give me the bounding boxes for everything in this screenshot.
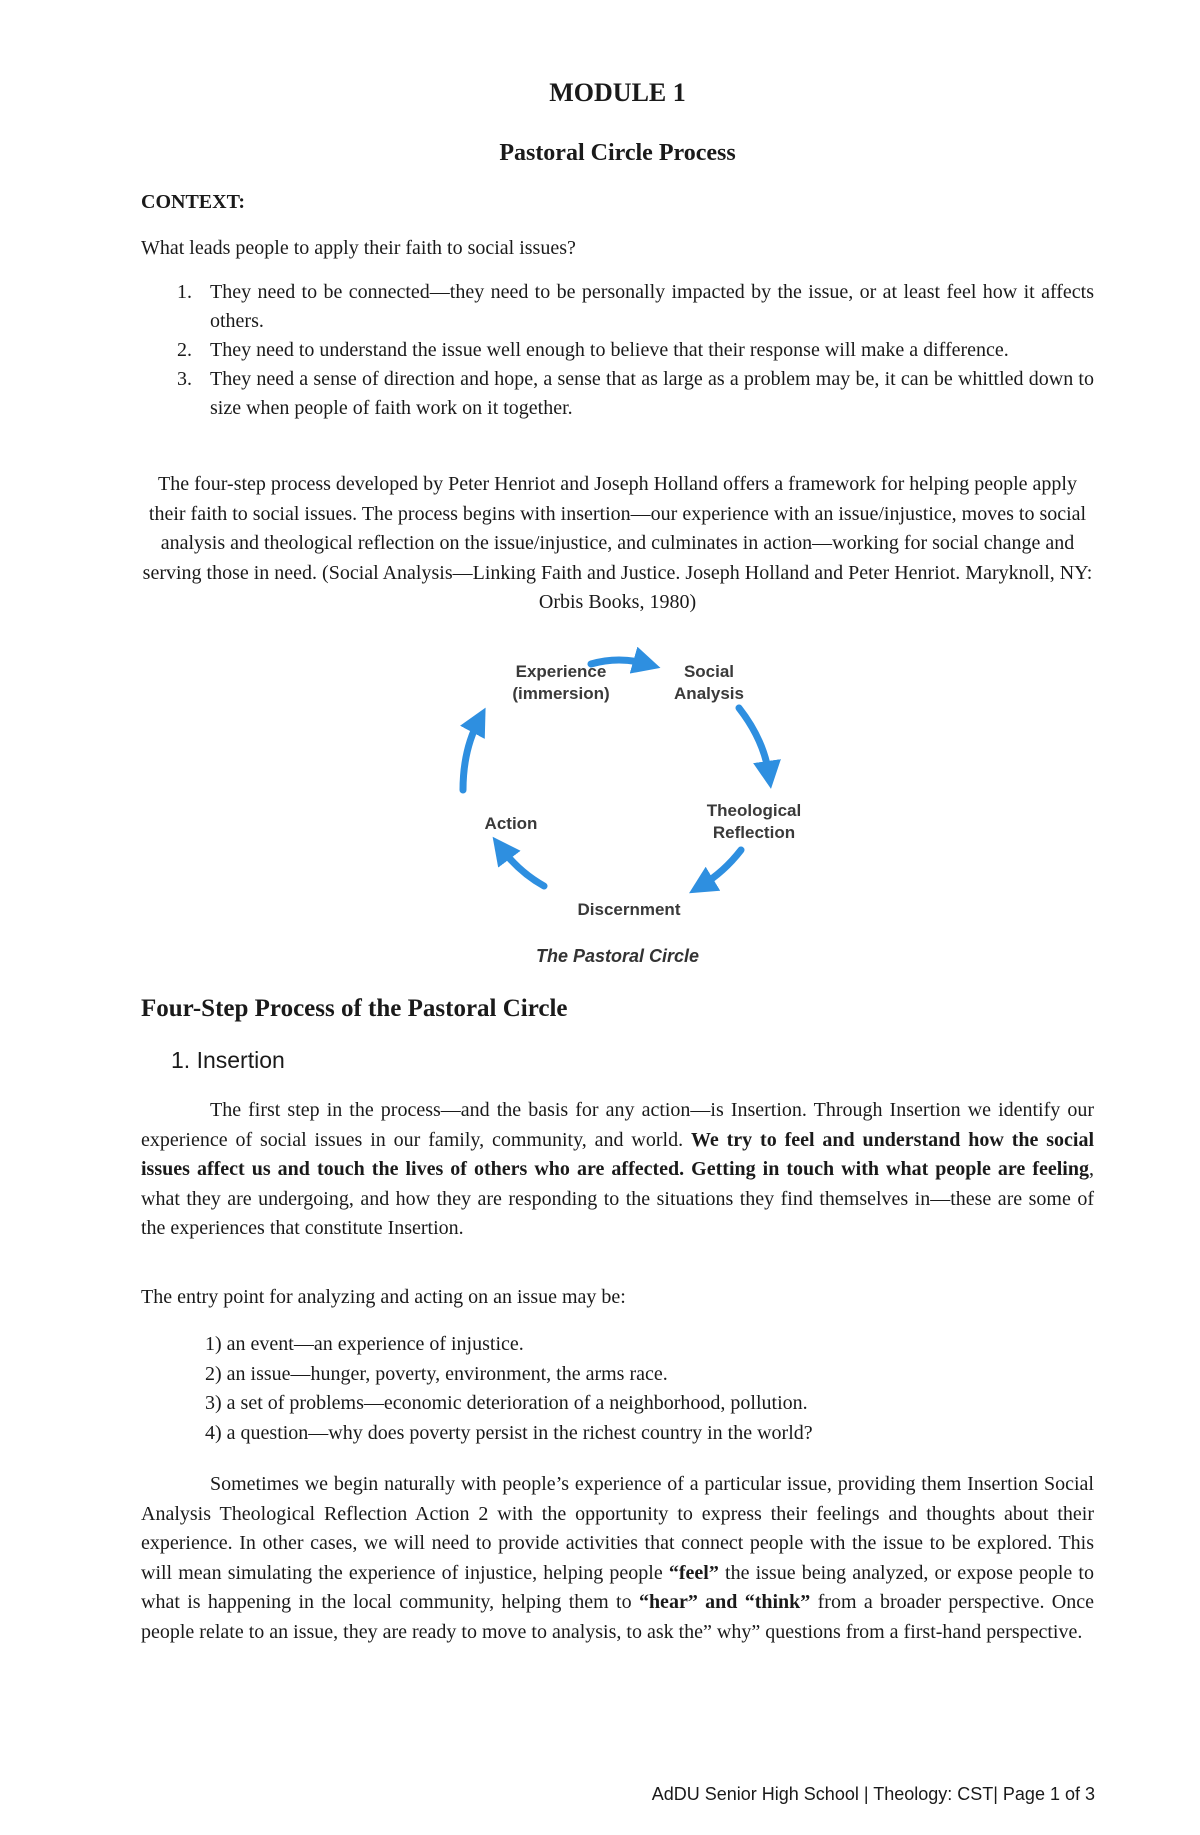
text-run: Sometimes we begin naturally with people’s experience of a particular issue, providing them Insertion Social Analysis Theological Reflection Action 2 with the opportunity to express their feelings and thoughts about their experience. In other cases, we will need to provide activities that connect people with the issue to be explored. This will mean simulating the experience of injustice, helping people: [141, 1473, 1094, 1584]
node-label: Experience: [515, 662, 607, 681]
arrow-action-to-experience: [463, 720, 479, 790]
list-item: 3) a set of problems—economic deterioration of a neighborhood, pollution.: [205, 1392, 808, 1414]
arrow-social-to-theological: [739, 708, 769, 775]
node-label: Analysis: [674, 684, 744, 703]
arrow-theological-to-discernment: [701, 850, 741, 886]
pastoral-circle-diagram: [419, 640, 839, 970]
emphasis-text: We try to feel and understand how the social issues affect us and touch the lives of others who are affected. Getting in touch with what people are feeling: [141, 1128, 1095, 1180]
context-question: What leads people to apply their faith to social issues?: [141, 237, 576, 259]
experience-paragraph: [141, 1470, 1094, 1647]
emphasis-text: “feel”: [668, 1561, 719, 1584]
node-theological-reflection: [699, 800, 809, 844]
node-label: Theological: [706, 801, 802, 820]
node-label: Reflection: [712, 823, 796, 842]
context-list: [141, 278, 1094, 423]
list-item-text: They need to understand the issue well enough to believe that their response will make a difference.: [210, 339, 1009, 361]
list-item: [141, 278, 1094, 336]
text-run: The first step in the process—and the basis for any action—is Insertion. Through Insertion we identify our experience of social issues in our family, community, and world.: [141, 1099, 1094, 1151]
node-label: (immersion): [512, 684, 610, 703]
text-run: the issue being analyzed, or expose people to what is happening in the local community, helping them to: [141, 1561, 1094, 1613]
node-discernment: Discernment: [577, 900, 681, 919]
list-item: 1) an event—an experience of injustice.: [205, 1333, 524, 1355]
list-item-number: 2.: [177, 339, 192, 361]
step-number: 1.: [171, 1047, 191, 1073]
text-run: , what they are undergoing, and how they are responding to the situations they find themselves in—these are some of the experiences that constitute Insertion.: [141, 1158, 1094, 1239]
step-heading: [171, 1047, 285, 1074]
text-run: from a broader perspective. Once people relate to an issue, they are ready to move to analysis, to ask the” why” questions from a first-hand perspective.: [141, 1591, 1094, 1643]
context-label: CONTEXT:: [141, 191, 246, 213]
diagram-caption: The Pastoral Circle: [535, 946, 700, 966]
list-item: 2) an issue—hunger, poverty, environment, the arms race.: [205, 1362, 668, 1385]
node-label: Social: [683, 662, 735, 681]
entry-points-list: [205, 1330, 813, 1448]
insertion-paragraph: [141, 1096, 1094, 1244]
list-item-number: 1.: [177, 281, 192, 303]
arrow-discernment-to-action: [501, 848, 544, 886]
list-item: [141, 365, 1094, 423]
node-experience: [501, 661, 621, 705]
emphasis-text: “hear” and “think”: [638, 1591, 811, 1613]
section-heading: Four-Step Process of the Pastoral Circle: [141, 995, 568, 1022]
step-title: Insertion: [196, 1047, 285, 1073]
entry-intro: The entry point for analyzing and acting on an issue may be:: [141, 1286, 626, 1308]
module-heading: MODULE 1: [549, 78, 686, 107]
cycle-arrows: [419, 640, 839, 940]
node-social-analysis: [669, 661, 749, 705]
list-item: [141, 336, 1094, 365]
list-item-number: 3.: [177, 368, 192, 390]
list-item-text: They need a sense of direction and hope, a sense that as large as a problem may be, it can be whittled down to size when people of faith work on it together.: [210, 368, 1094, 419]
node-action: Action: [484, 814, 538, 833]
page-title: Pastoral Circle Process: [499, 140, 736, 166]
page-footer: AdDU Senior High School | Theology: CST| Page 1 of 3: [651, 1784, 1095, 1804]
framework-paragraph: The four-step process developed by Peter Henriot and Joseph Holland offers a framework for helping people apply their faith to social issues. The process begins with insertion—our experience with an issue/injustice, moves to social analysis and theological reflection on the issue/injustice, and culminates in action—working for social change and serving those in need. (Social Analysis—Linking Faith and Justice. Joseph Holland and Peter Henriot. Maryknoll, NY: Orbis Books, 1980): [142, 473, 1093, 613]
list-item-text: They need to be connected—they need to be personally impacted by the issue, or at least feel how it affects others.: [210, 281, 1094, 332]
list-item: 4) a question—why does poverty persist in the richest country in the world?: [205, 1421, 813, 1444]
